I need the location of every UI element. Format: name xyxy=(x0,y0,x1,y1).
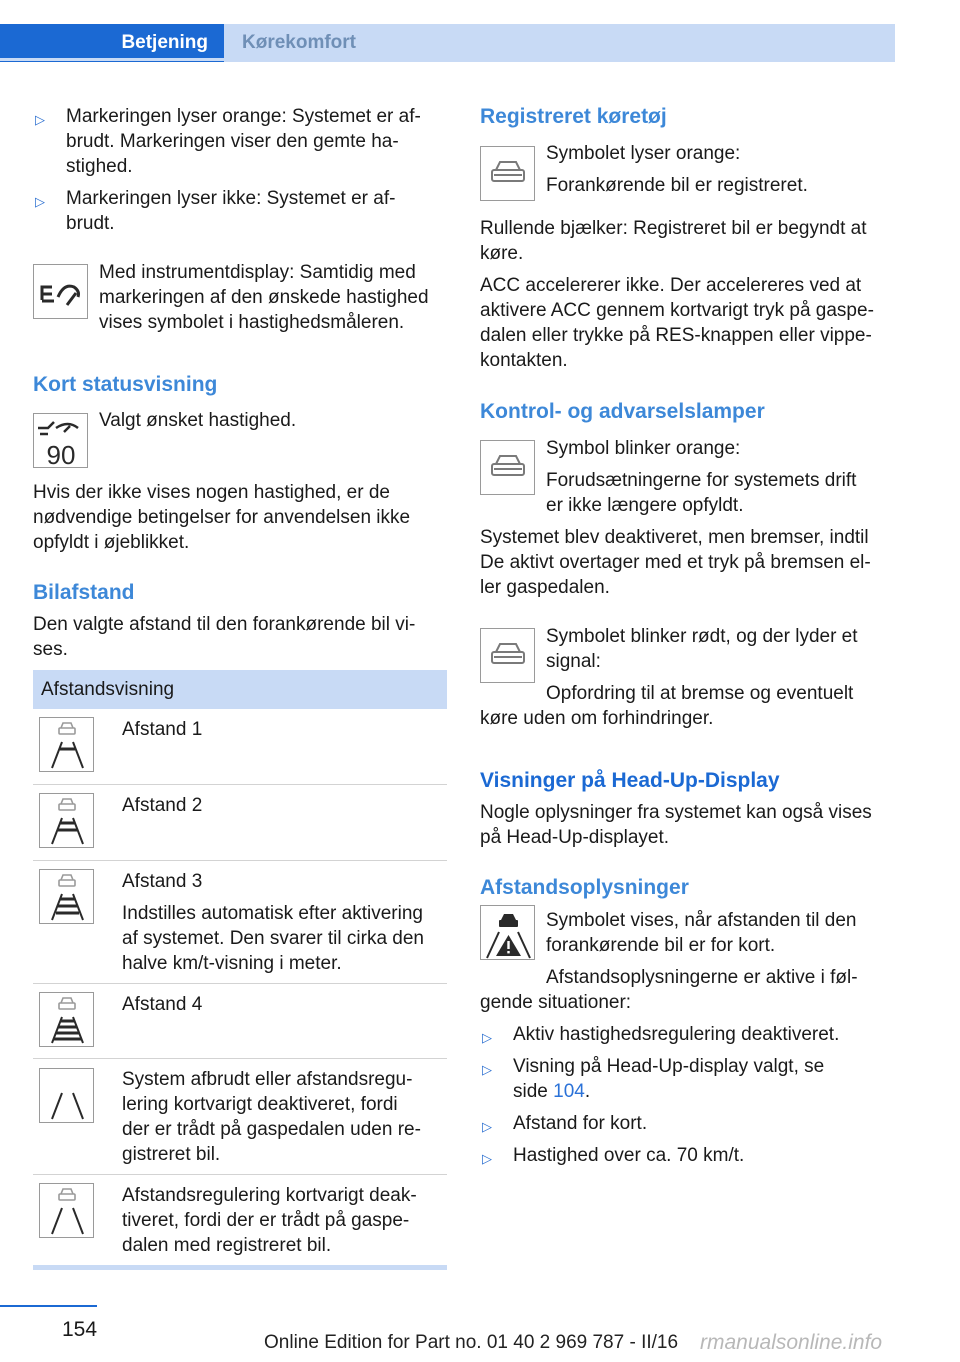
right-bullet-4: Hastighed over ca. 70 km/t. xyxy=(513,1145,745,1166)
desired-speed-icon xyxy=(33,413,88,468)
reg-line-2: Forankørende bil er registreret. xyxy=(546,175,808,196)
table-row-separator xyxy=(33,1174,447,1175)
table-row-separator xyxy=(33,860,447,861)
distance-2-icon xyxy=(39,793,94,848)
red-line-2: Opfordring til at bremse og eventuelt xyxy=(546,683,854,704)
reg-paragraph-2: ACC accelererer ikke. Der accelereres ved at aktivere ACC gennem kortvarigt tryk på gaspe- dalen eller trykke på RES-knappen eller vippe- kontakten. xyxy=(480,275,874,371)
regulation-paused-label: Afstandsregulering kortvarigt deak- tiveret, fordi der er trådt på gaspe- dalen med registreret bil. xyxy=(122,1185,417,1256)
ctrl-line-1: Symbol blinker orange: xyxy=(546,438,741,459)
footer-accent-line xyxy=(0,1305,97,1307)
afst-line-2: Afstandsoplysningerne er aktive i føl- xyxy=(546,967,858,988)
bullet-triangle-icon: ▷ xyxy=(482,1030,492,1045)
chapter-tabbar xyxy=(0,24,895,62)
hud-paragraph: Nogle oplysninger fra systemet kan også vises på Head-Up-displayet. xyxy=(480,802,872,848)
heading-bilafstand: Bilafstand xyxy=(33,581,135,604)
distance-warning-icon xyxy=(480,905,535,960)
ctrl-line-2: Forudsætningerne for systemets drift er ikke længere opfyldt. xyxy=(546,470,857,516)
edition-note: Online Edition for Part no. 01 40 2 969 787 - II/16 xyxy=(264,1332,679,1353)
distance-table-header xyxy=(33,670,447,709)
heading-registreret-koretoj: Registreret køretøj xyxy=(480,105,667,128)
red-line-3: køre uden om forhindringer. xyxy=(480,708,714,729)
car-warning-icon xyxy=(480,440,535,495)
desired-speed-value: 90 xyxy=(46,440,76,469)
bullet-triangle-icon: ▷ xyxy=(35,112,45,127)
heading-afstandsoplysninger: Afstandsoplysninger xyxy=(480,876,689,899)
side-reference-suffix: . xyxy=(584,1081,591,1102)
heading-kontrol-advarselslamper: Kontrol- og advarselslamper xyxy=(480,400,765,423)
distance-4-label: Afstand 4 xyxy=(122,994,203,1015)
left-bullet-2: Markeringen lyser ikke: Systemet er af- brudt. xyxy=(66,188,396,234)
header-underline xyxy=(0,58,895,61)
regulation-paused-icon xyxy=(39,1183,94,1238)
system-interrupted-icon xyxy=(39,1068,94,1123)
distance-table-header-label: Afstandsvisning xyxy=(41,679,175,700)
bilafstand-paragraph: Den valgte afstand til den forankørende bil vi- ses. xyxy=(33,614,416,660)
tab-betjening[interactable] xyxy=(0,24,224,62)
distance-4-icon xyxy=(39,992,94,1047)
bullet-triangle-icon: ▷ xyxy=(35,194,45,209)
tab-korekomfort-label: Kørekomfort xyxy=(242,32,357,53)
kort-statusvisning-paragraph: Hvis der ikke vises nogen hastighed, er de nødvendige betingelser for anvendelsen ikke opfyldt i øjeblikket. xyxy=(33,482,411,553)
bullet-triangle-icon: ▷ xyxy=(482,1151,492,1166)
kort-statusvisning-text: Valgt ønsket hastighed. xyxy=(99,410,297,431)
right-bullet-3: Afstand for kort. xyxy=(513,1113,648,1134)
ctrl-paragraph: Systemet blev deaktiveret, men bremser, indtil De aktivt overtager med et tryk på bremsen el- ler gaspedalen. xyxy=(480,527,871,598)
afst-line-3: gende situationer: xyxy=(480,992,632,1013)
table-row-separator xyxy=(33,983,447,984)
car-red-warning-icon xyxy=(480,628,535,683)
system-interrupted-label: System afbrudt eller afstandsregu- lering kortvarigt deaktiveret, fordi der er trådt på gaspedalen uden re- gistreret bil. xyxy=(122,1069,421,1165)
page-number: 154 xyxy=(62,1318,98,1341)
distance-table-end-band xyxy=(33,1265,447,1270)
bullet-triangle-icon: ▷ xyxy=(482,1119,492,1134)
right-bullet-1: Aktiv hastighedsregulering deaktiveret. xyxy=(513,1024,840,1045)
right-bullet-2: Visning på Head-Up-display valgt, se xyxy=(513,1056,825,1077)
table-row-separator xyxy=(33,1058,447,1059)
distance-1-label: Afstand 1 xyxy=(122,719,203,740)
heading-head-up-display: Visninger på Head-Up-Display xyxy=(480,769,780,792)
tab-betjening-label: Betjening xyxy=(121,32,208,53)
red-line-1: Symbolet blinker rødt, og der lyder et signal: xyxy=(546,626,858,672)
tab-korekomfort[interactable] xyxy=(224,24,895,62)
reg-paragraph-1: Rullende bjælker: Registreret bil er begyndt at køre. xyxy=(480,218,867,264)
distance-1-icon xyxy=(39,717,94,772)
watermark: rmanualsonline.info xyxy=(700,1331,883,1354)
heading-kort-statusvisning: Kort statusvisning xyxy=(33,373,218,396)
speed-mark-icon xyxy=(33,264,88,319)
car-detected-icon xyxy=(480,146,535,201)
distance-2-label: Afstand 2 xyxy=(122,795,203,816)
distance-3-description: Indstilles automatisk efter aktivering af systemet. Den svarer til cirka den halve km/t-visning i meter. xyxy=(122,903,424,974)
bullet-triangle-icon: ▷ xyxy=(482,1062,492,1077)
table-row-separator xyxy=(33,784,447,785)
reg-line-1: Symbolet lyser orange: xyxy=(546,143,741,164)
distance-3-label: Afstand 3 xyxy=(122,871,203,892)
side-reference-prefix: side xyxy=(513,1081,554,1102)
distance-3-icon xyxy=(39,869,94,924)
left-bullet-1: Markeringen lyser orange: Systemet er af- brudt. Markeringen viser den gemte ha- stighed. xyxy=(66,106,421,177)
afst-line-1: Symbolet vises, når afstanden til den forankørende bil er for kort. xyxy=(546,910,857,956)
side-reference xyxy=(513,1079,590,1104)
page-104-link[interactable]: 104 xyxy=(553,1081,585,1102)
instrument-display-text: Med instrumentdisplay: Samtidig med markeringen af den ønskede hastighed vises symbolet i hastighedsmåleren. xyxy=(99,262,429,333)
